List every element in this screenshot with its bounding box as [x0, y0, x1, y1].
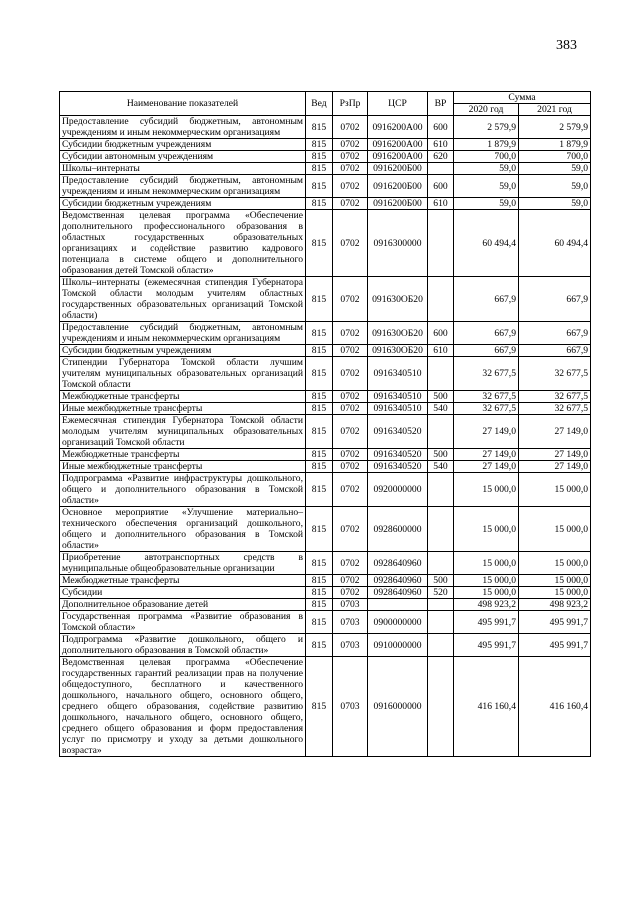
row-sum-2020: 667,9: [454, 345, 519, 357]
row-sum-2021: 59,0: [519, 198, 591, 210]
row-sum-2021: 60 494,4: [519, 210, 591, 277]
row-sum-2021: 15 000,0: [519, 552, 591, 575]
row-sum-2021: 32 677,5: [519, 403, 591, 415]
row-csr: 0916340520: [368, 461, 428, 473]
row-rzpr: 0703: [333, 657, 368, 757]
row-vr: [428, 277, 454, 322]
table-row: [60, 415, 591, 449]
row-sum-2020: 15 000,0: [454, 552, 519, 575]
row-ved: 815: [306, 415, 333, 449]
row-ved: 815: [306, 151, 333, 163]
row-sum-2021: 667,9: [519, 345, 591, 357]
row-sum-2021: 495 991,7: [519, 634, 591, 657]
table-row: [60, 210, 591, 277]
row-sum-2020: 667,9: [454, 277, 519, 322]
row-rzpr: 0703: [333, 611, 368, 634]
row-rzpr: 0702: [333, 449, 368, 461]
row-sum-2020: 15 000,0: [454, 473, 519, 507]
row-vr: [428, 611, 454, 634]
row-vr: 610: [428, 198, 454, 210]
row-vr: 600: [428, 175, 454, 198]
header-ved: Вед: [306, 92, 333, 116]
table-row: [60, 277, 591, 322]
row-vr: 520: [428, 587, 454, 599]
row-vr: [428, 163, 454, 175]
row-ved: 815: [306, 322, 333, 345]
row-rzpr: 0702: [333, 391, 368, 403]
row-sum-2020: 2 579,9: [454, 116, 519, 139]
row-sum-2021: 667,9: [519, 277, 591, 322]
row-sum-2020: 495 991,7: [454, 634, 519, 657]
row-sum-2020: 27 149,0: [454, 449, 519, 461]
table-row: [60, 345, 591, 357]
row-ved: 815: [306, 163, 333, 175]
row-vr: 600: [428, 116, 454, 139]
row-csr: 0916340520: [368, 449, 428, 461]
table-row: [60, 611, 591, 634]
row-sum-2020: 498 923,2: [454, 599, 519, 611]
table-row: [60, 461, 591, 473]
row-vr: [428, 473, 454, 507]
row-csr: 0928640960: [368, 587, 428, 599]
row-sum-2020: 59,0: [454, 163, 519, 175]
row-sum-2020: 59,0: [454, 198, 519, 210]
page-number: 383: [556, 38, 577, 53]
table-row: [60, 575, 591, 587]
row-rzpr: 0703: [333, 634, 368, 657]
row-sum-2021: 700,0: [519, 151, 591, 163]
row-vr: 540: [428, 403, 454, 415]
row-rzpr: 0702: [333, 139, 368, 151]
row-rzpr: 0702: [333, 116, 368, 139]
table-row: [60, 116, 591, 139]
table-row: [60, 357, 591, 391]
row-name: Предоставление субсидий бюджетным, автономным учреждениям и иным некоммерческим организациям: [60, 116, 306, 139]
row-sum-2020: 15 000,0: [454, 587, 519, 599]
row-name: Школы–интернаты: [60, 163, 306, 175]
row-ved: 815: [306, 634, 333, 657]
row-sum-2021: 32 677,5: [519, 357, 591, 391]
row-name: Субсидии: [60, 587, 306, 599]
header-2020: 2020 год: [454, 104, 519, 116]
row-csr: 0916200А00: [368, 151, 428, 163]
table-row: [60, 198, 591, 210]
row-sum-2020: 416 160,4: [454, 657, 519, 757]
row-vr: 610: [428, 345, 454, 357]
header-csr: ЦСР: [368, 92, 428, 116]
row-name: Подпрограмма «Развитие дошкольного, общего и дополнительного образования в Томской области»: [60, 634, 306, 657]
row-sum-2021: 15 000,0: [519, 575, 591, 587]
table-row: [60, 163, 591, 175]
row-ved: 815: [306, 198, 333, 210]
row-ved: 815: [306, 507, 333, 552]
row-rzpr: 0702: [333, 473, 368, 507]
row-vr: [428, 634, 454, 657]
row-name: Основное мероприятие «Улучшение материально–технического обеспечения организаций дошкольного, общего и дополнительного образования в Томской области»: [60, 507, 306, 552]
row-sum-2020: 700,0: [454, 151, 519, 163]
row-vr: 540: [428, 461, 454, 473]
row-name: Государственная программа «Развитие образования в Томской области»: [60, 611, 306, 634]
table-row: [60, 403, 591, 415]
table-row: [60, 322, 591, 345]
row-ved: 815: [306, 277, 333, 322]
row-name: Межбюджетные трансферты: [60, 391, 306, 403]
row-rzpr: 0702: [333, 277, 368, 322]
row-name: Приобретение автотранспортных средств в муниципальные общеобразовательные организации: [60, 552, 306, 575]
row-ved: 815: [306, 116, 333, 139]
row-name: Субсидии бюджетным учреждениям: [60, 345, 306, 357]
table-row: [60, 175, 591, 198]
row-sum-2020: 32 677,5: [454, 357, 519, 391]
row-sum-2020: 32 677,5: [454, 391, 519, 403]
row-csr: 0916340510: [368, 391, 428, 403]
row-ved: 815: [306, 175, 333, 198]
row-vr: [428, 210, 454, 277]
row-csr: 0916340510: [368, 357, 428, 391]
row-rzpr: 0702: [333, 175, 368, 198]
row-rzpr: 0702: [333, 552, 368, 575]
row-ved: 815: [306, 599, 333, 611]
row-sum-2021: 27 149,0: [519, 415, 591, 449]
table-row: [60, 507, 591, 552]
row-csr: 0920000000: [368, 473, 428, 507]
row-sum-2020: 32 677,5: [454, 403, 519, 415]
row-sum-2020: 27 149,0: [454, 415, 519, 449]
row-csr: 0928640960: [368, 552, 428, 575]
row-ved: 815: [306, 210, 333, 277]
row-sum-2021: 32 677,5: [519, 391, 591, 403]
row-rzpr: 0702: [333, 210, 368, 277]
row-sum-2020: 15 000,0: [454, 507, 519, 552]
row-vr: 600: [428, 322, 454, 345]
row-vr: [428, 552, 454, 575]
budget-table: [59, 91, 591, 757]
row-ved: 815: [306, 587, 333, 599]
row-name: Стипендии Губернатора Томской области лучшим учителям муниципальных образовательных организаций Томской области: [60, 357, 306, 391]
row-ved: 815: [306, 345, 333, 357]
row-ved: 815: [306, 552, 333, 575]
row-csr: 0916200Б00: [368, 175, 428, 198]
row-vr: [428, 415, 454, 449]
row-ved: 815: [306, 575, 333, 587]
row-csr: 0916340510: [368, 403, 428, 415]
row-ved: 815: [306, 449, 333, 461]
row-name: Дополнительное образование детей: [60, 599, 306, 611]
row-vr: [428, 507, 454, 552]
row-vr: [428, 657, 454, 757]
row-rzpr: 0702: [333, 575, 368, 587]
row-ved: 815: [306, 357, 333, 391]
row-sum-2021: 59,0: [519, 163, 591, 175]
row-ved: 815: [306, 391, 333, 403]
row-sum-2021: 667,9: [519, 322, 591, 345]
table-row: [60, 552, 591, 575]
row-rzpr: 0702: [333, 198, 368, 210]
row-vr: 620: [428, 151, 454, 163]
row-ved: 815: [306, 657, 333, 757]
row-sum-2021: 15 000,0: [519, 473, 591, 507]
row-name: Ведомственная целевая программа «Обеспечение дополнительного профессионального образования в областных государственных образовательных организациях и содействие развитию кадрового потенциала в системе общего и дополнительного образования детей Томской области»: [60, 210, 306, 277]
row-sum-2020: 495 991,7: [454, 611, 519, 634]
row-csr: 0928640960: [368, 575, 428, 587]
row-sum-2020: 15 000,0: [454, 575, 519, 587]
row-rzpr: 0702: [333, 403, 368, 415]
row-sum-2020: 1 879,9: [454, 139, 519, 151]
row-ved: 815: [306, 473, 333, 507]
row-sum-2021: 1 879,9: [519, 139, 591, 151]
header-vr: ВР: [428, 92, 454, 116]
row-name: Субсидии автономным учреждениям: [60, 151, 306, 163]
row-sum-2021: 498 923,2: [519, 599, 591, 611]
row-sum-2021: 59,0: [519, 175, 591, 198]
row-ved: 815: [306, 461, 333, 473]
row-name: Иные межбюджетные трансферты: [60, 461, 306, 473]
row-name: Межбюджетные трансферты: [60, 575, 306, 587]
header-name: Наименование показателей: [60, 92, 306, 116]
table-body: [60, 116, 591, 757]
header-rzpr: РзПр: [333, 92, 368, 116]
row-sum-2020: 27 149,0: [454, 461, 519, 473]
table-row: [60, 139, 591, 151]
row-csr: 0916000000: [368, 657, 428, 757]
row-sum-2020: 667,9: [454, 322, 519, 345]
row-rzpr: 0702: [333, 357, 368, 391]
row-csr: 0916200Б00: [368, 163, 428, 175]
header-2021: 2021 год: [519, 104, 591, 116]
row-sum-2021: 27 149,0: [519, 461, 591, 473]
row-name: Иные межбюджетные трансферты: [60, 403, 306, 415]
row-rzpr: 0702: [333, 507, 368, 552]
row-csr: 091630ОБ20: [368, 322, 428, 345]
row-csr: 091630ОБ20: [368, 277, 428, 322]
row-rzpr: 0702: [333, 322, 368, 345]
row-rzpr: 0702: [333, 461, 368, 473]
row-name: Предоставление субсидий бюджетным, автономным учреждениям и иным некоммерческим организациям: [60, 175, 306, 198]
row-rzpr: 0702: [333, 163, 368, 175]
row-name: Межбюджетные трансферты: [60, 449, 306, 461]
row-ved: 815: [306, 403, 333, 415]
row-name: Ведомственная целевая программа «Обеспечение государственных гарантий реализации прав на получение общедоступного, бесплатного и качественного дошкольного, начального общего, основного общего, среднего общего образования, содействие развитию дошкольного, начального общего, основного общего, среднего общего образования и форм предоставления услуг по присмотру и уходу за детьми дошкольного возраста»: [60, 657, 306, 757]
row-vr: 500: [428, 575, 454, 587]
row-name: Субсидии бюджетным учреждениям: [60, 139, 306, 151]
table-row: [60, 473, 591, 507]
header-sum: Сумма: [454, 92, 591, 104]
table-row: [60, 634, 591, 657]
row-name: Ежемесячная стипендия Губернатора Томской области молодым учителям муниципальных образовательных организаций Томской области: [60, 415, 306, 449]
row-csr: 091630ОБ20: [368, 345, 428, 357]
row-sum-2021: 27 149,0: [519, 449, 591, 461]
table-row: [60, 449, 591, 461]
row-csr: [368, 599, 428, 611]
row-vr: 500: [428, 449, 454, 461]
row-csr: 0916200Б00: [368, 198, 428, 210]
row-name: Подпрограмма «Развитие инфраструктуры дошкольного, общего и дополнительного образования в Томской области»: [60, 473, 306, 507]
row-name: Школы–интернаты (ежемесячная стипендия Губернатора Томской области молодым учителям областных государственных образовательных организаций Томской области): [60, 277, 306, 322]
table-row: [60, 599, 591, 611]
table-row: [60, 587, 591, 599]
row-sum-2021: 15 000,0: [519, 507, 591, 552]
row-rzpr: 0703: [333, 599, 368, 611]
row-rzpr: 0702: [333, 345, 368, 357]
row-csr: 0916200А00: [368, 116, 428, 139]
row-rzpr: 0702: [333, 587, 368, 599]
row-csr: 0900000000: [368, 611, 428, 634]
row-rzpr: 0702: [333, 151, 368, 163]
row-vr: [428, 599, 454, 611]
row-rzpr: 0702: [333, 415, 368, 449]
row-ved: 815: [306, 611, 333, 634]
row-vr: 610: [428, 139, 454, 151]
table-row: [60, 657, 591, 757]
row-name: Субсидии бюджетным учреждениям: [60, 198, 306, 210]
row-sum-2021: 416 160,4: [519, 657, 591, 757]
row-csr: 0916200А00: [368, 139, 428, 151]
row-csr: 0910000000: [368, 634, 428, 657]
table-row: [60, 151, 591, 163]
row-csr: 0916300000: [368, 210, 428, 277]
row-sum-2020: 59,0: [454, 175, 519, 198]
table-row: [60, 391, 591, 403]
row-ved: 815: [306, 139, 333, 151]
row-sum-2020: 60 494,4: [454, 210, 519, 277]
row-csr: 0916340520: [368, 415, 428, 449]
row-sum-2021: 15 000,0: [519, 587, 591, 599]
row-csr: 0928600000: [368, 507, 428, 552]
row-sum-2021: 2 579,9: [519, 116, 591, 139]
row-vr: 500: [428, 391, 454, 403]
row-sum-2021: 495 991,7: [519, 611, 591, 634]
row-name: Предоставление субсидий бюджетным, автономным учреждениям и иным некоммерческим организациям: [60, 322, 306, 345]
row-vr: [428, 357, 454, 391]
